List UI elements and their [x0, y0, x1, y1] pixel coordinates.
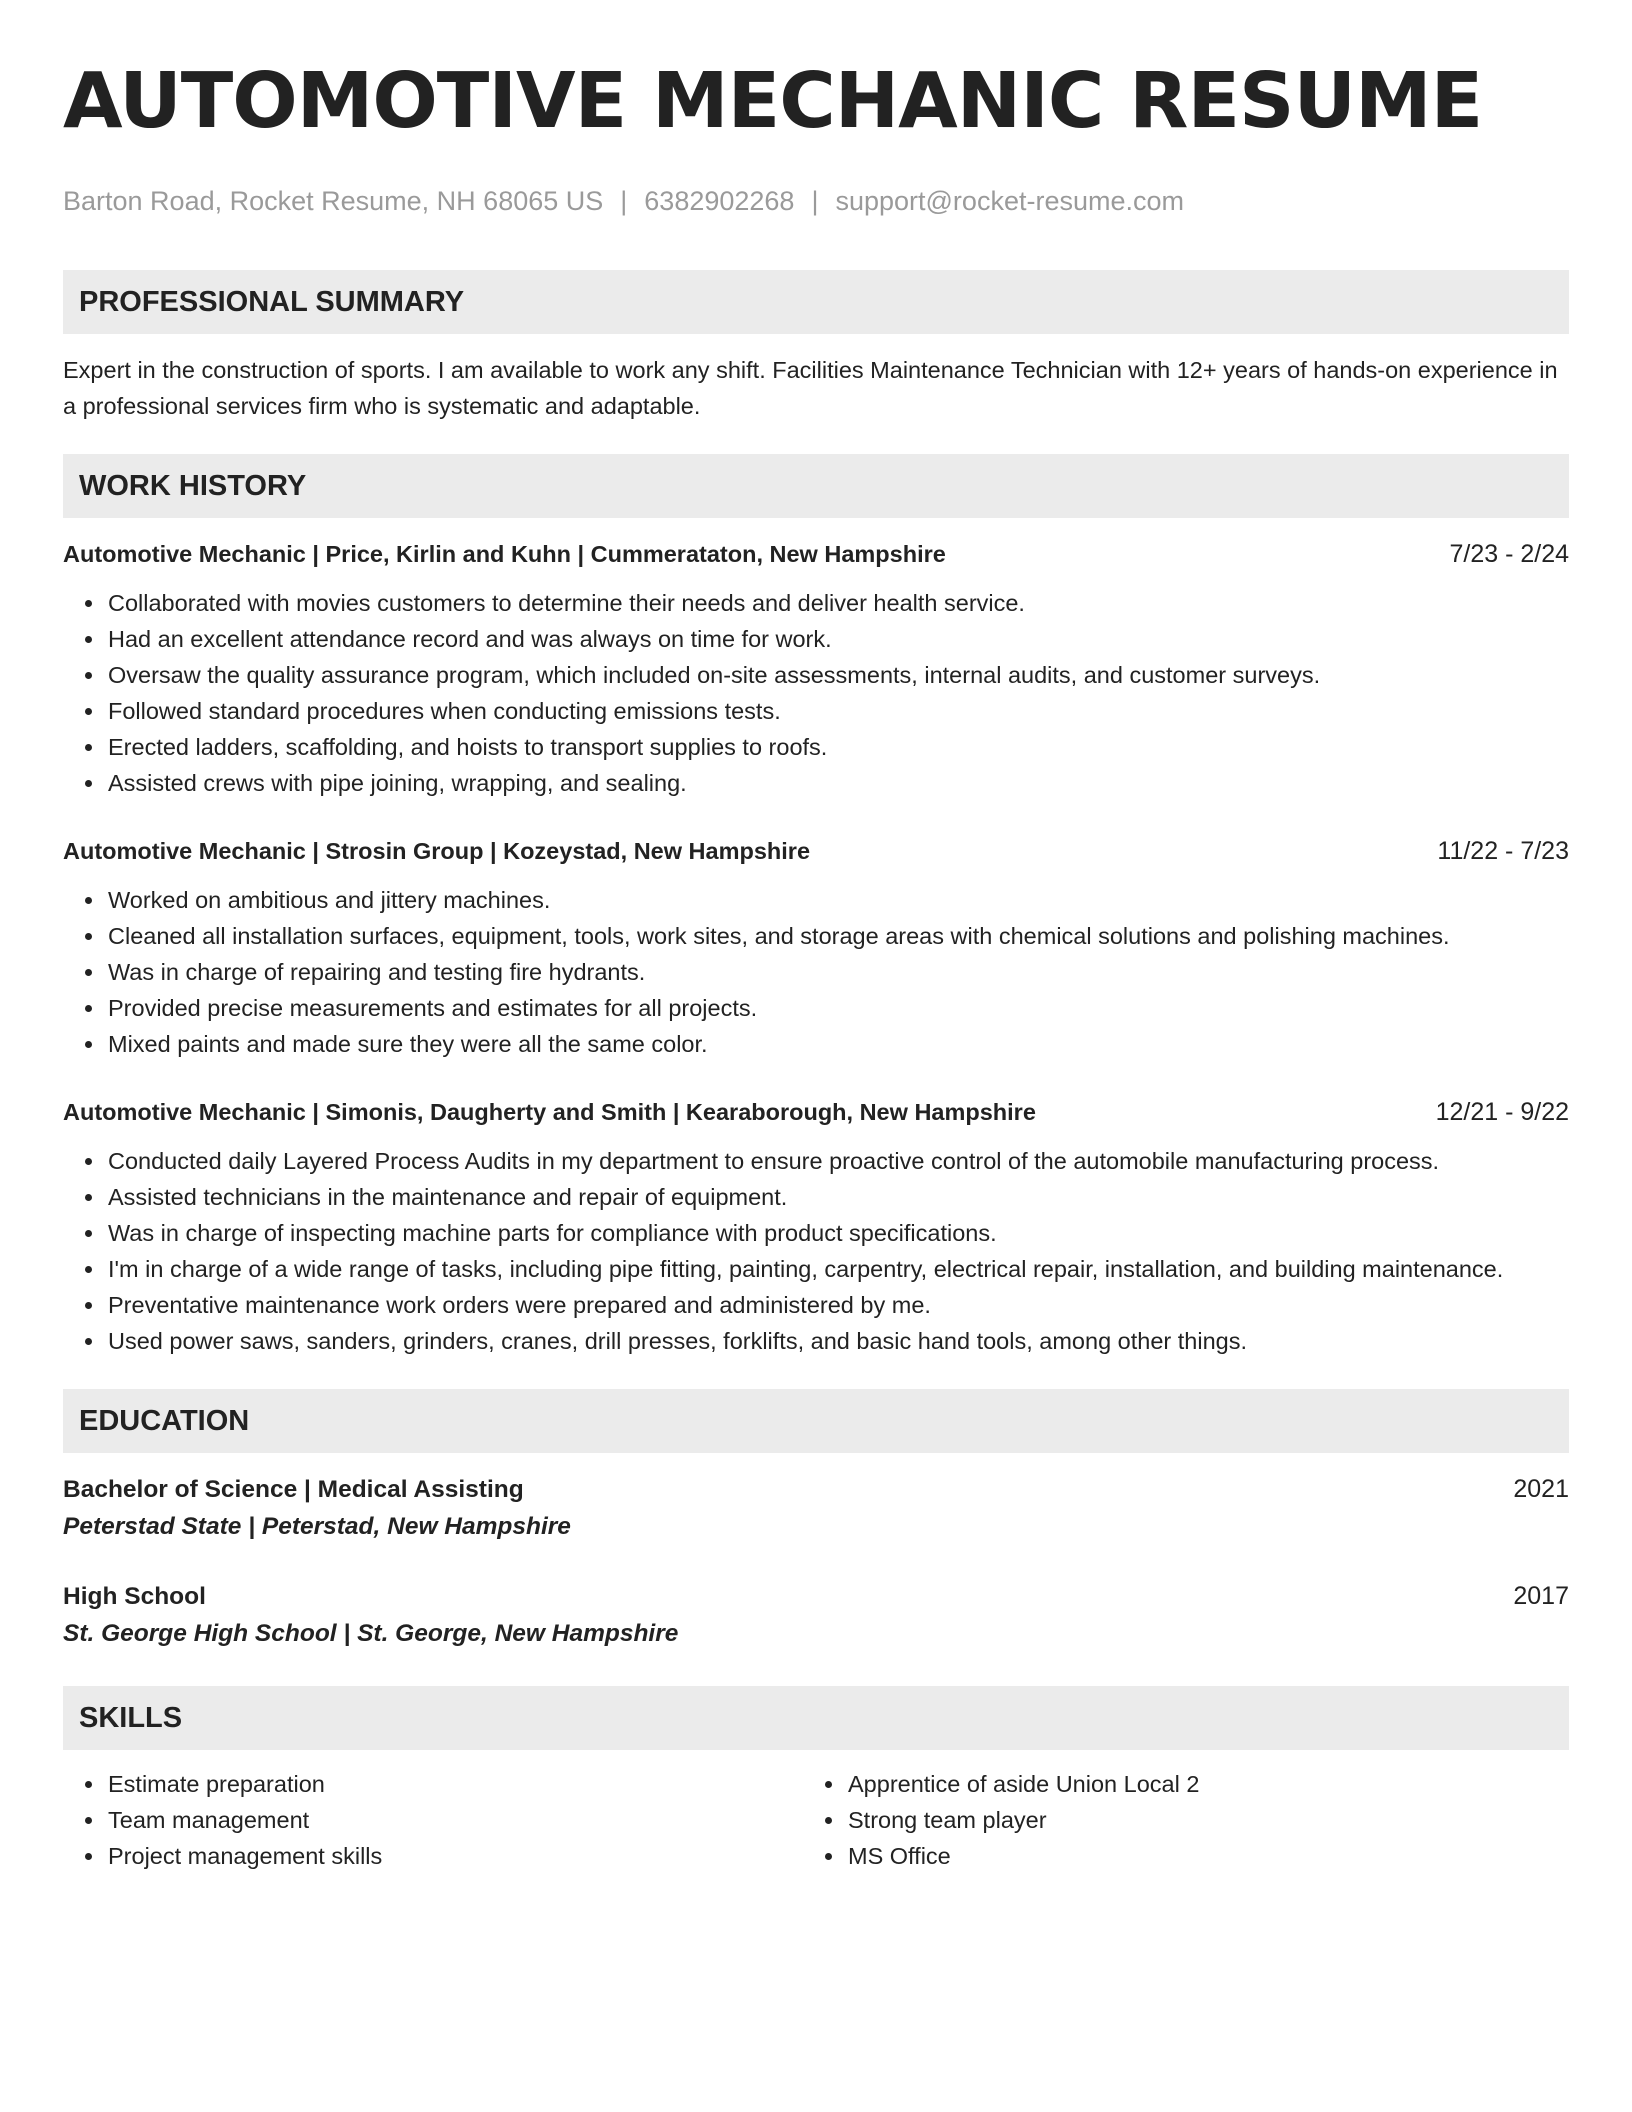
page-title: AUTOMOTIVE MECHANIC RESUME [63, 57, 1483, 146]
job-bullet: • Was in charge of repairing and testing fire hydrants. [106, 954, 1569, 990]
contact-phone: 6382902268 [644, 186, 795, 216]
job-bullet: • Used power saws, sanders, grinders, cranes, drill presses, forklifts, and basic hand tools, among other things. [106, 1323, 1569, 1359]
contact-separator: | [620, 186, 628, 216]
job-dates: 12/21 - 9/22 [1435, 1098, 1569, 1126]
job-bullet: • Oversaw the quality assurance program, which included on-site assessments, internal audits, and customer surveys. [106, 657, 1569, 693]
skill-item: • Team management [106, 1802, 803, 1838]
section-header-work-history: WORK HISTORY [63, 454, 1569, 518]
job-title: Automotive Mechanic | Simonis, Daugherty and Smith | Kearaborough, New Hampshire [63, 1099, 1036, 1125]
job-bullet: • Preventative maintenance work orders were prepared and administered by me. [106, 1287, 1569, 1323]
job-bullet: • Assisted technicians in the maintenance and repair of equipment. [106, 1179, 1569, 1215]
job-entry [63, 537, 1569, 801]
education-entry [63, 1579, 1569, 1652]
job-bullet: • Provided precise measurements and estimates for all projects. [106, 990, 1569, 1026]
job-bullet: • Conducted daily Layered Process Audits in my department to ensure proactive control of the automobile manufacturing process. [106, 1143, 1569, 1179]
education-degree: Bachelor of Science | Medical Assisting [63, 1476, 524, 1503]
job-bullet: • Had an excellent attendance record and was always on time for work. [106, 621, 1569, 657]
contact-line [63, 184, 1569, 218]
contact-email[interactable]: support@rocket-resume.com [835, 186, 1184, 216]
job-bullet: • Worked on ambitious and jittery machines. [106, 882, 1569, 918]
skill-item: • Strong team player [846, 1802, 1199, 1838]
job-bullet: • Followed standard procedures when conducting emissions tests. [106, 693, 1569, 729]
job-bullet: • Mixed paints and made sure they were all the same color. [106, 1026, 1569, 1062]
skills-column-right [803, 1766, 1199, 1874]
job-title: Automotive Mechanic | Strosin Group | Kozeystad, New Hampshire [63, 838, 811, 864]
job-bullet: • Collaborated with movies customers to determine their needs and deliver health service. [106, 585, 1569, 621]
skill-item: • Apprentice of aside Union Local 2 [846, 1766, 1199, 1802]
job-bullets [63, 585, 1569, 801]
job-bullet: • Was in charge of inspecting machine parts for compliance with product specifications. [106, 1215, 1569, 1251]
job-bullet: • Assisted crews with pipe joining, wrapping, and sealing. [106, 765, 1569, 801]
education-school: Peterstad State | Peterstad, New Hampshire [63, 1513, 571, 1540]
education-school: St. George High School | St. George, New Hampshire [63, 1620, 679, 1647]
skills-list [63, 1766, 1569, 1874]
skill-item: • Estimate preparation [106, 1766, 803, 1802]
section-header-summary: PROFESSIONAL SUMMARY [63, 270, 1569, 334]
job-bullets [63, 882, 1569, 1062]
education-entry [63, 1472, 1569, 1545]
job-dates: 11/22 - 7/23 [1437, 837, 1569, 865]
skills-column-left [63, 1766, 803, 1874]
job-bullet: • Cleaned all installation surfaces, equipment, tools, work sites, and storage areas with chemical solutions and polishing machines. [106, 918, 1569, 954]
job-entry [63, 1095, 1569, 1359]
job-bullet: • I'm in charge of a wide range of tasks, including pipe fitting, painting, carpentry, electrical repair, installation, and building maintenance. [106, 1251, 1569, 1287]
education-degree: High School [63, 1583, 206, 1610]
section-header-education: EDUCATION [63, 1389, 1569, 1453]
job-entry [63, 834, 1569, 1062]
summary-text: Expert in the construction of sports. I am available to work any shift. Facilities Maintenance Technician with 12+ years of hands-on experience in a professional services firm who is systematic and adaptable. [63, 357, 1558, 419]
job-dates: 7/23 - 2/24 [1449, 540, 1569, 568]
job-title: Automotive Mechanic | Price, Kirlin and Kuhn | Cummerataton, New Hampshire [63, 541, 946, 567]
contact-separator: | [811, 186, 819, 216]
contact-address: Barton Road, Rocket Resume, NH 68065 US [63, 186, 604, 216]
education-year: 2017 [1513, 1582, 1569, 1610]
job-bullets [63, 1143, 1569, 1359]
skill-item: • MS Office [846, 1838, 1199, 1874]
education-year: 2021 [1513, 1475, 1569, 1503]
job-bullet: • Erected ladders, scaffolding, and hoists to transport supplies to roofs. [106, 729, 1569, 765]
section-header-skills: SKILLS [63, 1686, 1569, 1750]
skill-item: • Project management skills [106, 1838, 803, 1874]
